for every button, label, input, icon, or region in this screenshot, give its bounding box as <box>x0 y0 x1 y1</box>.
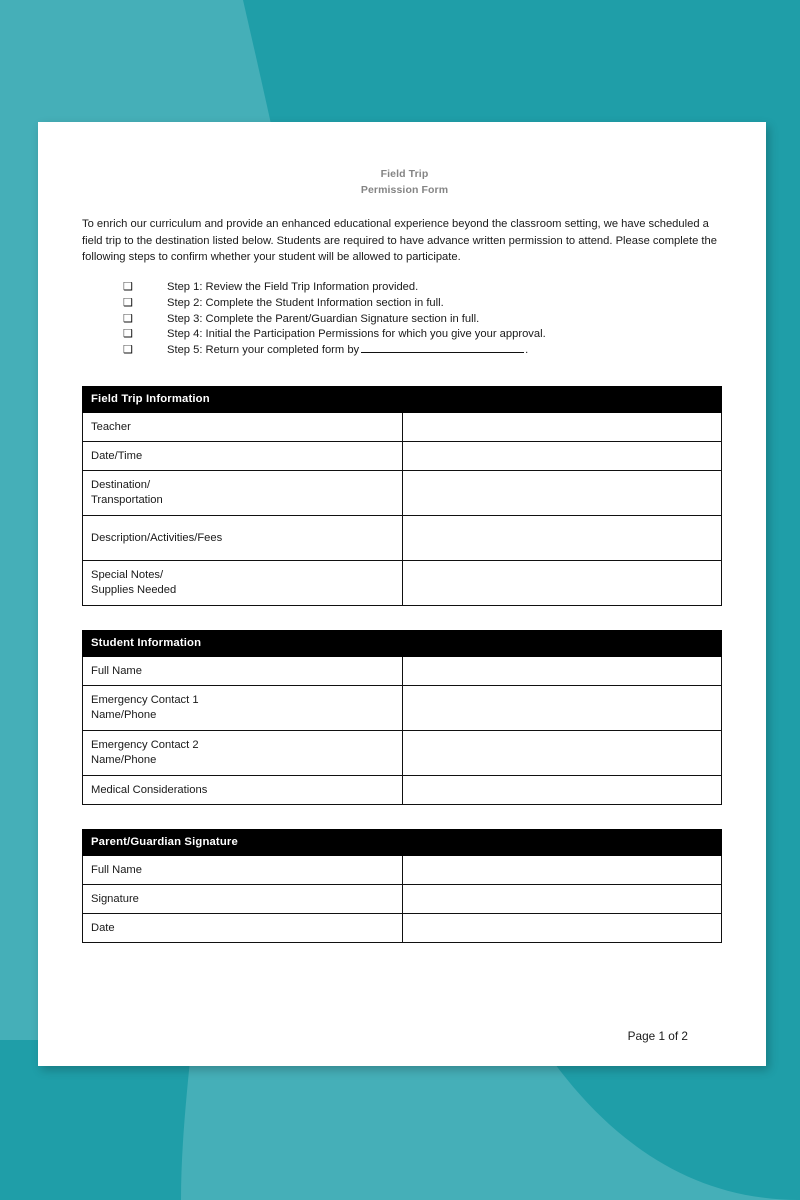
field-label: Full Name <box>83 657 403 686</box>
checkbox-icon[interactable]: ❑ <box>123 297 133 309</box>
table-row <box>83 776 722 805</box>
section-header-label: Student Information <box>83 631 722 657</box>
document-page <box>38 122 766 1066</box>
field-label: Destination/ Transportation <box>83 471 403 516</box>
checkbox-icon[interactable]: ❑ <box>123 312 133 325</box>
field-label: Teacher <box>83 413 403 442</box>
field-input-cell[interactable] <box>402 442 722 471</box>
step-label: Step 3: Complete the Parent/Guardian Signature section in full. <box>167 312 480 325</box>
field-input-cell[interactable] <box>402 413 722 442</box>
step-label: Step 5: Return your completed form by <box>167 343 360 356</box>
field-label: Description/Activities/Fees <box>83 516 403 561</box>
field-input-cell[interactable] <box>402 856 722 885</box>
step-item <box>123 296 727 312</box>
table-row <box>83 442 722 471</box>
steps-list <box>123 280 727 358</box>
table-section-student-information <box>82 630 727 805</box>
field-label: Emergency Contact 1 Name/Phone <box>83 686 403 731</box>
checkbox-icon[interactable]: ❑ <box>123 328 133 341</box>
field-label: Full Name <box>83 856 403 885</box>
table-row <box>83 885 722 914</box>
step-label: Step 4: Initial the Participation Permissions for which you give your approval. <box>167 328 546 341</box>
field-input-cell[interactable] <box>402 914 722 943</box>
section-header-label: Field Trip Information <box>83 387 722 413</box>
field-label: Date/Time <box>83 442 403 471</box>
step-item <box>123 280 727 296</box>
field-label: Special Notes/ Supplies Needed <box>83 561 403 606</box>
step-item <box>123 343 727 359</box>
table-header-row <box>83 387 722 413</box>
field-label: Date <box>83 914 403 943</box>
step-item <box>123 327 727 343</box>
step-label: Step 2: Complete the Student Information section in full. <box>167 297 444 309</box>
field-input-cell[interactable] <box>402 471 722 516</box>
step-item <box>123 312 727 328</box>
table-row <box>83 413 722 442</box>
table-row <box>83 657 722 686</box>
field-label: Medical Considerations <box>83 776 403 805</box>
table-parent-guardian-signature <box>82 829 722 943</box>
field-label: Emergency Contact 2 Name/Phone <box>83 731 403 776</box>
field-input-cell[interactable] <box>402 686 722 731</box>
page-footer: Page 1 of 2 <box>627 1029 688 1044</box>
field-input-cell[interactable] <box>402 885 722 914</box>
title-line-2: Permission Form <box>360 183 449 196</box>
table-row <box>83 686 722 731</box>
title-line-1: Field Trip <box>380 168 429 180</box>
table-section-field-trip-information <box>82 386 727 606</box>
field-input-cell[interactable] <box>402 561 722 606</box>
table-row <box>83 471 722 516</box>
table-field-trip-information <box>82 386 722 606</box>
table-row <box>83 561 722 606</box>
field-input-cell[interactable] <box>402 731 722 776</box>
section-header-label: Parent/Guardian Signature <box>83 830 722 856</box>
table-row <box>83 914 722 943</box>
field-input-cell[interactable] <box>402 516 722 561</box>
page-title <box>82 167 727 198</box>
table-student-information <box>82 630 722 805</box>
table-header-row <box>83 631 722 657</box>
step-label: Step 1: Review the Field Trip Information provided. <box>167 281 419 294</box>
table-header-row <box>83 830 722 856</box>
field-label: Signature <box>83 885 403 914</box>
checkbox-icon[interactable]: ❑ <box>123 281 133 294</box>
table-row <box>83 856 722 885</box>
table-section-parent-guardian-signature <box>82 829 727 943</box>
field-input-cell[interactable] <box>402 657 722 686</box>
intro-paragraph: To enrich our curriculum and provide an enhanced educational experience beyond the classroom setting, we have scheduled a field trip to the destination listed below. Students are required to have advance written permission to attend. Please complete the following steps to confirm whether your student will be allowed to participate. <box>82 218 717 263</box>
field-input-cell[interactable] <box>402 776 722 805</box>
table-row <box>83 516 722 561</box>
form-tables <box>82 386 727 943</box>
checkbox-icon[interactable]: ❑ <box>123 343 133 356</box>
table-row <box>83 731 722 776</box>
return-date-blank[interactable] <box>361 344 524 353</box>
step-label-trailing: . <box>525 343 529 356</box>
